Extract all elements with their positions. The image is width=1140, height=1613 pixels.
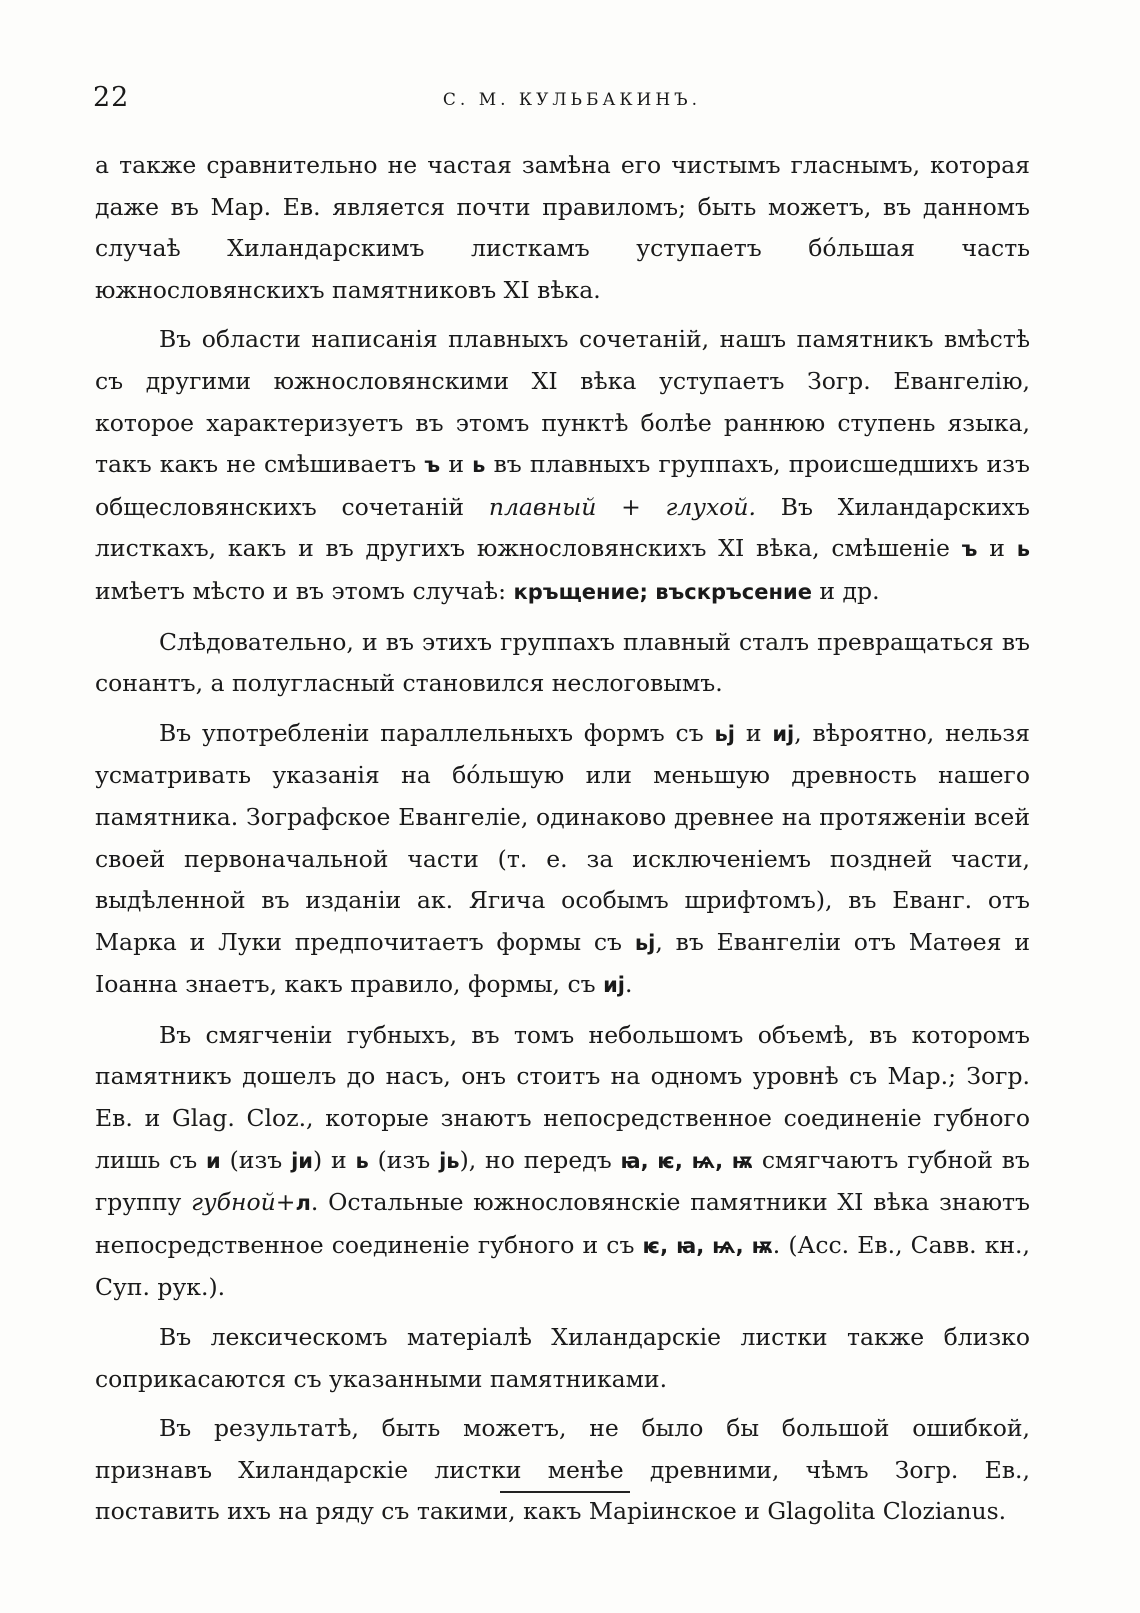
paragraph — [95, 1015, 1030, 1309]
paragraph — [95, 319, 1030, 613]
text-run: а также сравнительно не частая замѣна его чистымъ гласнымъ, которая даже въ Мар. Ев. является почти правиломъ; быть можетъ, въ данномъ случаѣ Хиландарскимъ листкамъ уступаетъ бóльшая часть южнословянскихъ памятниковъ XI вѣка. — [95, 151, 1030, 304]
text-run: , въ Евангеліи отъ Матѳея и Іоанна знаетъ, какъ правило, формы, съ — [95, 927, 1030, 999]
old-slavonic-text: ьј — [634, 930, 656, 955]
paragraph — [95, 1408, 1030, 1533]
italic-text: губной+ — [191, 1188, 296, 1217]
old-slavonic-text: ꙗ, ѥ, ѩ, ѭ — [620, 1148, 753, 1173]
text-run: Въ Хиландарскихъ листкахъ, какъ и въ другихъ южнословянскихъ XI вѣка, смѣшеніе — [95, 492, 1030, 563]
old-slavonic-text: и — [206, 1148, 221, 1173]
page-number: 22 — [93, 82, 130, 113]
text-run: (изъ — [368, 1145, 440, 1174]
old-slavonic-text: ьј — [714, 721, 735, 746]
old-slavonic-text: иј — [603, 973, 625, 998]
text-run: въ плавныхъ группахъ, происшедшихъ изъ общесловянскихъ сочетаній — [95, 450, 1030, 521]
text-run: , вѣроятно, нельзя усматривать указанія на бóльшую или меньшую древность нашего памятника. Зографское Евангеліе, одинаково древнее на протяженіи всей своей первоначальной части (т. е. за исключеніемъ поздней части, выдѣленной въ изданіи ак. Ягича особымъ шрифтомъ), въ Еванг. отъ Марка и Луки предпочитаетъ формы съ — [95, 718, 1030, 956]
body-text — [95, 145, 1030, 1541]
text-run: и — [977, 534, 1017, 563]
old-slavonic-text: ъ — [424, 453, 441, 478]
text-run: и др. — [811, 576, 880, 605]
paragraph — [95, 1317, 1030, 1400]
text-run: . Остальные южнословянскіе памятники XI вѣка знаютъ непосредственное соединеніе губного и съ — [95, 1188, 1030, 1259]
text-run: и — [440, 450, 473, 479]
text-run: имѣетъ мѣсто и въ этомъ случаѣ: — [95, 576, 514, 605]
text-run: Въ области написанія плавныхъ сочетаній, нашъ памятникъ вмѣстѣ съ другими южнословянскими XI вѣка уступаетъ Зогр. Евангелію, которое характеризуетъ въ этомъ пунктѣ болѣе раннюю ступень языка, такъ какъ не смѣшиваетъ — [95, 325, 1030, 479]
running-title: С. М. КУЛЬБАКИНЪ. — [442, 90, 702, 110]
text-run: . — [624, 970, 633, 999]
text-run: Въ результатѣ, быть можетъ, не было бы большой ошибкой, признавъ Хиландарскіе листки менѣе древними, чѣмъ Зогр. Ев., поставить ихъ на ряду съ такими, какъ Маріинское и Glagolita Clozianus. — [95, 1414, 1030, 1526]
text-run: Въ смягченіи губныхъ, въ томъ небольшомъ объемѣ, въ которомъ памятникъ дошелъ до насъ, онъ стоитъ на одномъ уровнѣ съ Мар.; Зогр. Ев. и Glag. Cloz., которые знаютъ непосредственное соединеніе губного лишь съ — [95, 1020, 1030, 1174]
old-slavonic-text: л — [295, 1191, 311, 1216]
text-run: и — [734, 718, 773, 747]
running-head — [93, 82, 1051, 122]
text-run: (изъ — [220, 1145, 292, 1174]
text-run: ) и — [312, 1145, 356, 1174]
old-slavonic-text: ъ — [961, 537, 978, 562]
old-slavonic-text: кръщение; въскръсение — [513, 579, 812, 604]
paragraph — [95, 622, 1030, 705]
old-slavonic-text: ь — [355, 1148, 369, 1173]
text-run: смягчаютъ губной въ группу — [95, 1145, 1030, 1217]
old-slavonic-text: ји — [291, 1148, 313, 1173]
text-run: Въ лексическомъ матеріалѣ Хиландарскіе листки также близко соприкасаются съ указанными памятниками. — [95, 1323, 1030, 1393]
text-run: . (Асс. Ев., Савв. кн., Суп. рук.). — [95, 1230, 1030, 1302]
text-run: ), но передъ — [459, 1145, 621, 1174]
text-run: Слѣдовательно, и въ этихъ группахъ плавный сталъ превращаться въ сонантъ, а полугласный становился неслоговымъ. — [95, 627, 1030, 698]
old-slavonic-text: ь — [1016, 537, 1031, 562]
paragraph — [95, 145, 1030, 311]
old-slavonic-text: јь — [439, 1148, 460, 1173]
italic-text: плавный + глухой. — [488, 492, 757, 521]
end-rule — [500, 1491, 630, 1493]
paragraph — [95, 713, 1030, 1007]
old-slavonic-text: ь — [472, 453, 486, 478]
old-slavonic-text: ѥ, ꙗ, ѩ, ѭ — [642, 1233, 773, 1258]
text-run: Въ употребленіи параллельныхъ формъ съ — [159, 718, 715, 747]
old-slavonic-text: иј — [772, 721, 795, 746]
